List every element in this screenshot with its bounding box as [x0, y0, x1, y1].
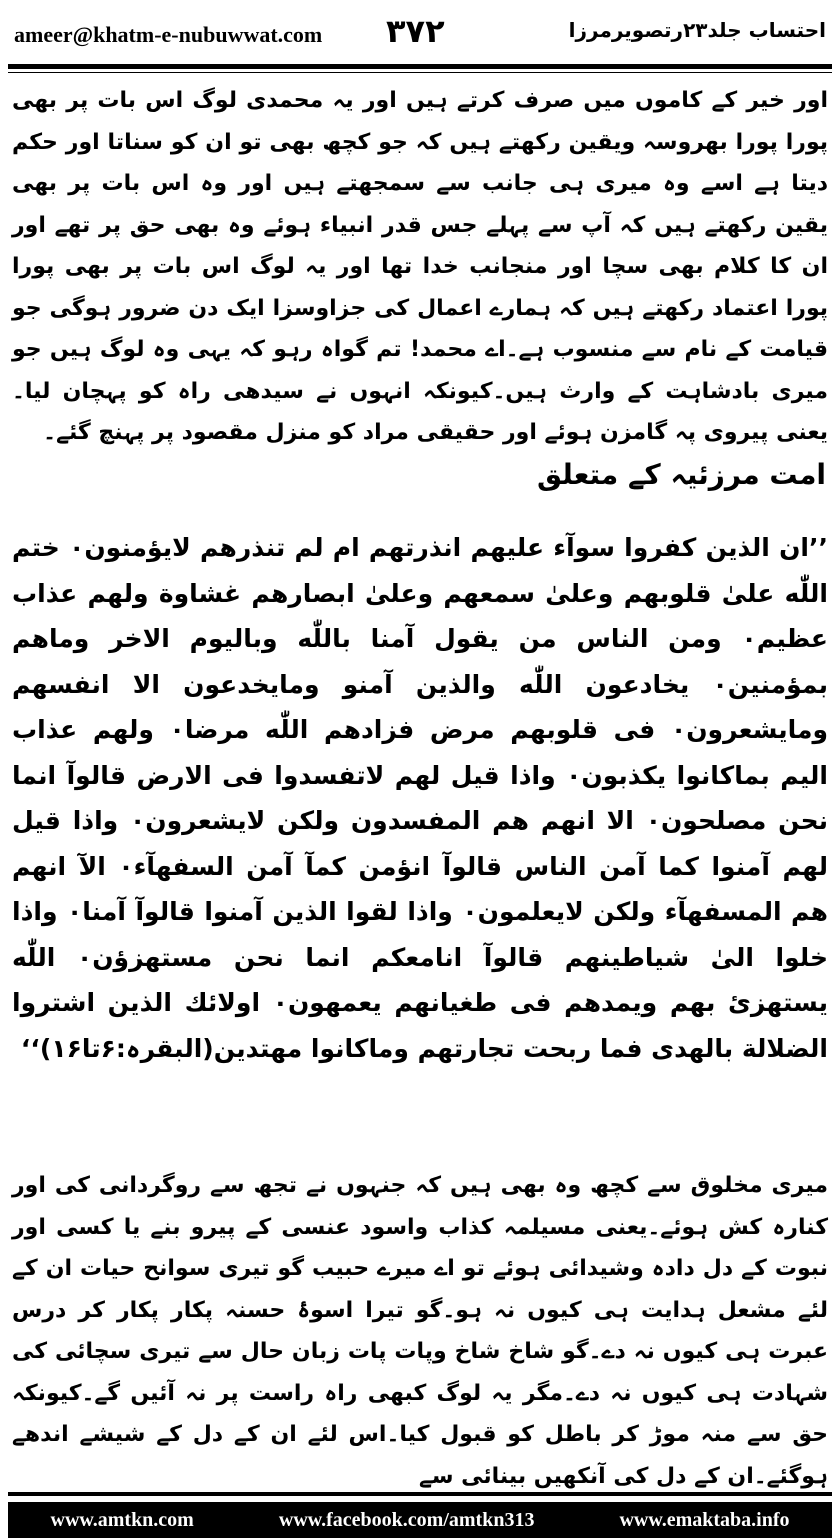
- header-rule-thin: [8, 72, 832, 73]
- footer-link-amtkn[interactable]: www.amtkn.com: [50, 1508, 194, 1531]
- arabic-quote: ’’ان الذین کفروا سوآء علیهم انذرتهم ام لم تنذرهم لایؤمنون۰ ختم اللّٰه علیٰ قلوبهم وعلیٰ سمعهم وعلیٰ ابصارهم غشاوة ولهم عذاب عظیم۰ ومن الناس من یقول آمنا باللّٰه وبالیوم الاخر وماهم بمؤمنین۰ یخادعون اللّٰه والذین آمنو ومایخدعون الا انفسهم ومایشعرون۰ فی قلوبهم مرض فزادهم اللّٰه مرضا۰ ولهم عذاب الیم بماکانوا یکذبون۰ واذا قیل لهم لاتفسدوا فی الارض قالوآ انما نحن مصلحون۰ الا انهم هم المفسدون ولکن لایشعرون۰ واذا قیل لهم آمنوا کما آمن الناس قالوآ انؤمن کمآ آمن السفهآء۰ الآ انهم هم المسفهآء ولکن لایعلمون۰ واذا لقوا الذین آمنوا قالوآ آمنا۰ واذا خلوا الیٰ شیاطینهم قالوآ انامعکم انما نحن مستهزؤن۰ اللّٰه یستهزئ بهم ویمدهم فی طغیانهم یعمهون۰ اولائك الذین اشتروا الضلالة بالهدی فما ربحت تجارتهم وماکانوا مهتدین(البقرہ:۶تا۱۶)‘‘: [12, 533, 829, 1063]
- page-header: [0, 0, 840, 72]
- paragraph-2: میری مخلوق سے کچھ وہ بھی ہیں کہ جنہوں نے تجھ سے روگردانی کی اور کنارہ کش ہوئے۔یعنی مسیلمہ کذاب واسود عنسی کے پیرو بنے یا کسی اور نبوت کے دل دادہ وشیدائی ہوئے تو اے میرے حبیب گو تیری سوانح حیات ان کے لئے مشعل ہدایت ہی کیوں نہ ہو۔گو تیرا اسوۂ حسنہ پکار پکار کر درس عبرت ہی کیوں نہ دے۔گو شاخ شاخ وپات پات زبان حال سے تیری سچائی کی شہادت ہی کیوں نہ دے۔مگر یہ لوگ کبھی راہ راست پر نہ آئیں گے۔کیونکہ حق سے منہ موڑ کر باطل کو قبول کیا۔اس لئے ان کے دل کے شیشے اندھے ہوگئے۔ان کے دل کی آنکھیں بینائی سے: [12, 1173, 828, 1489]
- footer-link-emaktaba[interactable]: www.emaktaba.info: [619, 1508, 790, 1531]
- footer-link-facebook[interactable]: www.facebook.com/amtkn313: [278, 1508, 535, 1531]
- book-title: احتساب جلد۲۳رتصویرمرزا: [568, 18, 826, 42]
- header-email: ameer@khatm-e-nubuwwat.com: [14, 22, 323, 47]
- section-heading: امت مرزئیہ کے متعلق: [537, 458, 826, 491]
- footer-rule: [8, 1492, 832, 1496]
- header-rule: [8, 64, 832, 69]
- page-number: ۳۷۲: [386, 12, 445, 50]
- paragraph-1: اور خیر کے کاموں میں صرف کرتے ہیں اور یہ محمدی لوگ اس بات پر بھی پورا پورا بھروسہ ویقین رکھتے ہیں کہ جو کچھ بھی تو ان کو سناتا اور حکم دیتا ہے اسے وہ میری ہی جانب سے سمجھتے ہیں اور وہ اس بات پر بھی یقین رکھتے ہیں کہ آپ سے پہلے جس قدر انبیاء ہوئے وہ بھی حق پر تھے اور ان کا کلام بھی سچا اور منجانب خدا تھا اور یہ لوگ اس بات پر بھی پورا پورا اعتماد رکھتے ہیں کہ ہمارے اعمال کی جزاوسزا ایک دن ضرور ہوگی جو قیامت کے نام سے منسوب ہے۔اے محمد! تم گواہ رہو کہ یہی وہ لوگ ہیں جو میری بادشاہت کے وارث ہیں۔کیونکہ انہوں نے سیدھی راہ کو پہچان لیا۔یعنی پیروی پہ گامزن ہوئے اور حقیقی مراد کو منزل مقصود پر پہنچ گئے۔: [12, 88, 829, 445]
- footer-bar: [8, 1502, 832, 1538]
